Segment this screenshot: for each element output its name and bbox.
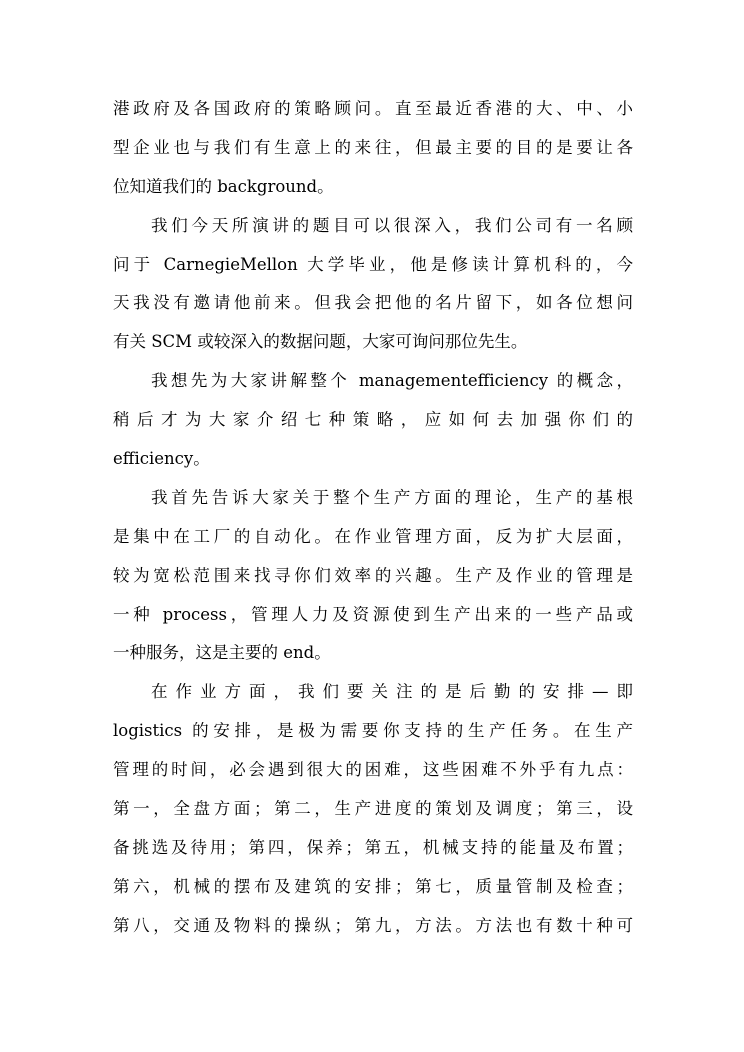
text-line: 管理的时间，必会遇到很大的困难，这些困难不外乎有九点： — [113, 760, 633, 780]
text-line: 型企业也与我们有生意上的来往，但最主要的目的是要让各 — [113, 137, 633, 157]
paragraph-first-line: 我想先为大家讲解整个 managementefficiency 的概念， — [151, 371, 633, 391]
text-line: logistics 的安排，是极为需要你支持的生产任务。在生产 — [113, 721, 633, 741]
text-line: 稍后才为大家介绍七种策略，应如何去加强你们的 — [113, 410, 633, 430]
text-line: 一种服务，这是主要的 end。 — [113, 643, 331, 663]
text-line: 天我没有邀请他前来。但我会把他的名片留下，如各位想问 — [113, 293, 633, 313]
text-line: 港政府及各国政府的策略顾问。直至最近香港的大、中、小 — [113, 99, 633, 118]
paragraph-first-line: 在作业方面，我们要关注的是后勤的安排—即 — [151, 682, 633, 702]
text-line: 是集中在工厂的自动化。在作业管理方面，反为扩大层面， — [113, 526, 633, 546]
text-line: 一种 process，管理人力及资源使到生产出来的一些产品或 — [113, 604, 633, 624]
text-line: efficiency。 — [113, 449, 210, 469]
paragraph-first-line: 我们今天所演讲的题目可以很深入，我们公司有一名顾 — [151, 215, 633, 235]
text-line: 位知道我们的 background。 — [113, 176, 334, 196]
text-line: 第一，全盘方面；第二，生产进度的策划及调度；第三，设 — [113, 799, 633, 819]
text-line: 备挑选及待用；第四，保养；第五，机械支持的能量及布置； — [113, 837, 633, 857]
text-line: 较为宽松范围来找寻你们效率的兴趣。生产及作业的管理是 — [113, 565, 633, 585]
text-line: 问于 CarnegieMellon 大学毕业，他是修读计算机科的，今 — [113, 254, 633, 274]
text-line: 第六，机械的摆布及建筑的安排；第七，质量管制及检查； — [113, 876, 633, 896]
text-line: 第八，交通及物料的操纵；第九，方法。方法也有数十种可 — [113, 915, 633, 935]
paragraph-first-line: 我首先告诉大家关于整个生产方面的理论，生产的基根 — [151, 487, 633, 507]
text-line: 有关 SCM 或较深入的数据问题，大家可询问那位先生。 — [113, 332, 528, 352]
document-body — [113, 90, 633, 946]
